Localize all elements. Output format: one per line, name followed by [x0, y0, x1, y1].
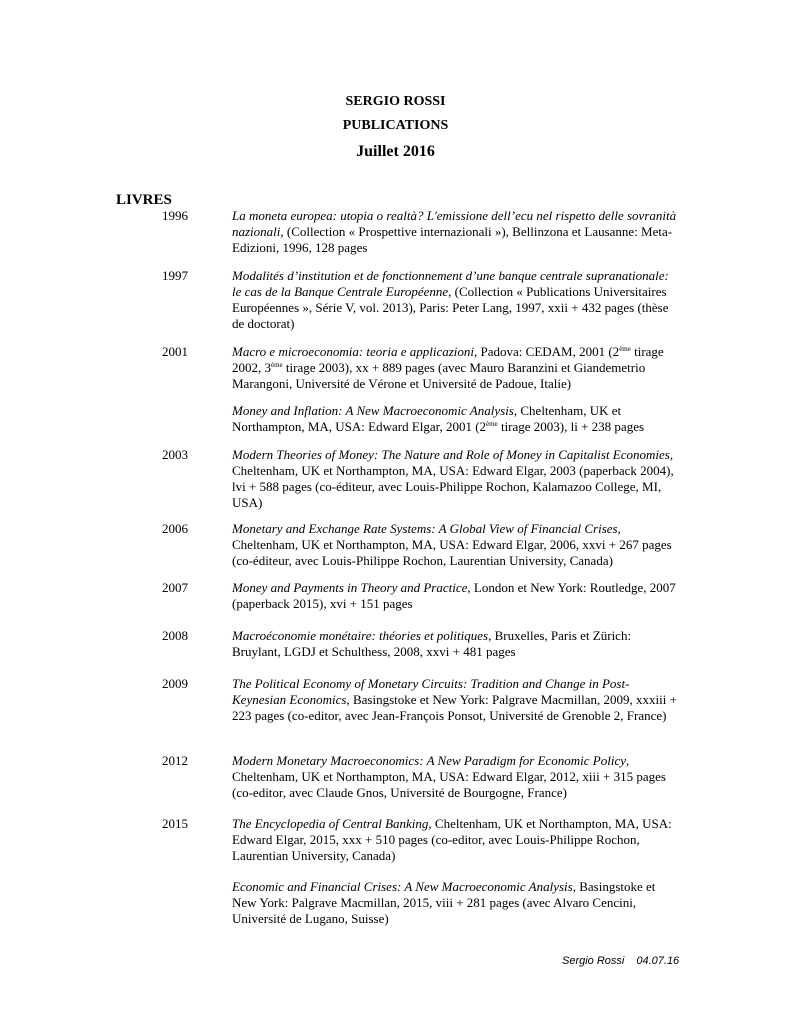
page-footer — [562, 955, 691, 967]
entry-citation — [232, 268, 677, 332]
entry-year: 2007 — [162, 580, 188, 595]
superscript: ème — [271, 361, 283, 369]
book-details: tirage 2002, 3 — [232, 344, 664, 375]
book-details: , Cheltenham, UK et Northampton, MA, USA: Edward Elgar, 2012, xiii + 315 pages (co-editor, avec Claude Gnos, Université de Bourgogne, France) — [232, 753, 666, 800]
entry-citation — [232, 753, 677, 801]
book-title: Modalités d’institution et de fonctionnement d’une banque centrale supranationale: le cas de la Banque Centrale Européenne — [232, 268, 669, 299]
entry-citation — [232, 208, 677, 256]
entry-year: 2008 — [162, 628, 188, 643]
book-title: Money and Inflation: A New Macroeconomic Analysis — [232, 403, 514, 418]
entry-citation — [232, 879, 677, 927]
book-details: , Basingstoke et New York: Palgrave Macmillan, 2009, xxxiii + 223 pages (co-editor, avec Jean-François Ponsot, Université de Grenoble 2, France) — [232, 692, 677, 723]
entry-citation — [232, 344, 677, 392]
book-details: , Cheltenham, UK et Northampton, MA, USA: Edward Elgar, 2003 (paperback 2004), lvi + 588 pages (co-éditeur, avec Louis-Philippe Rochon, Kalamazoo College, MI, USA) — [232, 447, 674, 510]
section-title-livres: LIVRES — [116, 192, 172, 208]
entry-year: 2009 — [162, 676, 188, 691]
superscript: ème — [486, 420, 498, 428]
book-details: , London et New York: Routledge, 2007 (paperback 2015), xvi + 151 pages — [232, 580, 676, 611]
book-title: Macroéconomie monétaire: théories et politiques — [232, 628, 489, 643]
book-details: , (Collection « Prospettive internazionali »), Bellinzona et Lausanne: Meta-Edizioni, 1996, 128 pages — [232, 224, 673, 255]
entry-citation — [232, 521, 677, 569]
publications-heading: PUBLICATIONS — [342, 118, 449, 133]
book-title: Modern Theories of Money: The Nature and Role of Money in Capitalist Economies — [232, 447, 670, 462]
entry-year: 1996 — [162, 208, 188, 223]
entry-citation — [232, 403, 677, 435]
book-details: , Bruxelles, Paris et Zürich: Bruylant, LGDJ et Schulthess, 2008, xxvi + 481 pages — [232, 628, 632, 659]
book-details: , Cheltenham, UK et Northampton, MA, USA: Edward Elgar, 2006, xxvi + 267 pages (co-éditeur, avec Louis-Philippe Rochon, Laurentian University, Canada) — [232, 521, 672, 568]
book-title: La moneta europea: utopia o realtà? L'emissione dell’ecu nel rispetto delle sovranità nazionali — [232, 208, 677, 239]
footer-author: Sergio Rossi — [562, 955, 625, 967]
book-title: The Encyclopedia of Central Banking — [232, 816, 429, 831]
entry-citation — [232, 628, 677, 660]
book-details: , (Collection « Publications Universitaires Européennes », Série V, vol. 2013), Paris: Peter Lang, 1997, xxii + 432 pages (thèse de doctorat) — [232, 284, 669, 331]
date-heading: Juillet 2016 — [356, 143, 435, 160]
entry-year: 2001 — [162, 344, 188, 359]
author-name-heading: SERGIO ROSSI — [345, 94, 446, 109]
entry-citation — [232, 447, 677, 511]
entry-citation — [232, 676, 677, 724]
book-title: Money and Payments in Theory and Practice — [232, 580, 468, 595]
book-details: tirage 2003), li + 238 pages — [497, 419, 645, 434]
book-title: The Political Economy of Monetary Circuits: Tradition and Change in Post-Keynesian Economics — [232, 676, 630, 707]
entry-year: 2006 — [162, 521, 188, 536]
superscript: ème — [619, 345, 631, 353]
entry-citation — [232, 816, 677, 864]
book-title: Modern Monetary Macroeconomics: A New Paradigm for Economic Policy — [232, 753, 627, 768]
entry-citation — [232, 580, 677, 612]
entry-year: 1997 — [162, 268, 188, 283]
footer-date: 04.07.16 — [636, 955, 680, 967]
entry-year: 2003 — [162, 447, 188, 462]
book-title: Monetary and Exchange Rate Systems: A Global View of Financial Crises — [232, 521, 618, 536]
book-details: , Cheltenham, UK et Northampton, MA, USA: Edward Elgar, 2001 (2 — [232, 403, 622, 434]
book-details: tirage 2003), xx + 889 pages (avec Mauro Baranzini et Giandemetrio Marangoni, Université de Vérone et Université de Padoue, Italie) — [232, 360, 646, 391]
book-title: Economic and Financial Crises: A New Macroeconomic Analysis — [232, 879, 573, 894]
entry-year: 2015 — [162, 816, 188, 831]
book-title: Macro e microeconomia: teoria e applicazioni — [232, 344, 475, 359]
book-details: , Cheltenham, UK et Northampton, MA, USA: Edward Elgar, 2015, xxx + 510 pages (co-editor, avec Louis-Philippe Rochon, Laurentian University, Canada) — [232, 816, 672, 863]
book-details: , Basingstoke et New York: Palgrave Macmillan, 2015, viii + 281 pages (avec Alvaro Cencini, Université de Lugano, Suisse) — [232, 879, 656, 926]
book-details: , Padova: CEDAM, 2001 (2 — [474, 344, 620, 359]
entry-year: 2012 — [162, 753, 188, 768]
